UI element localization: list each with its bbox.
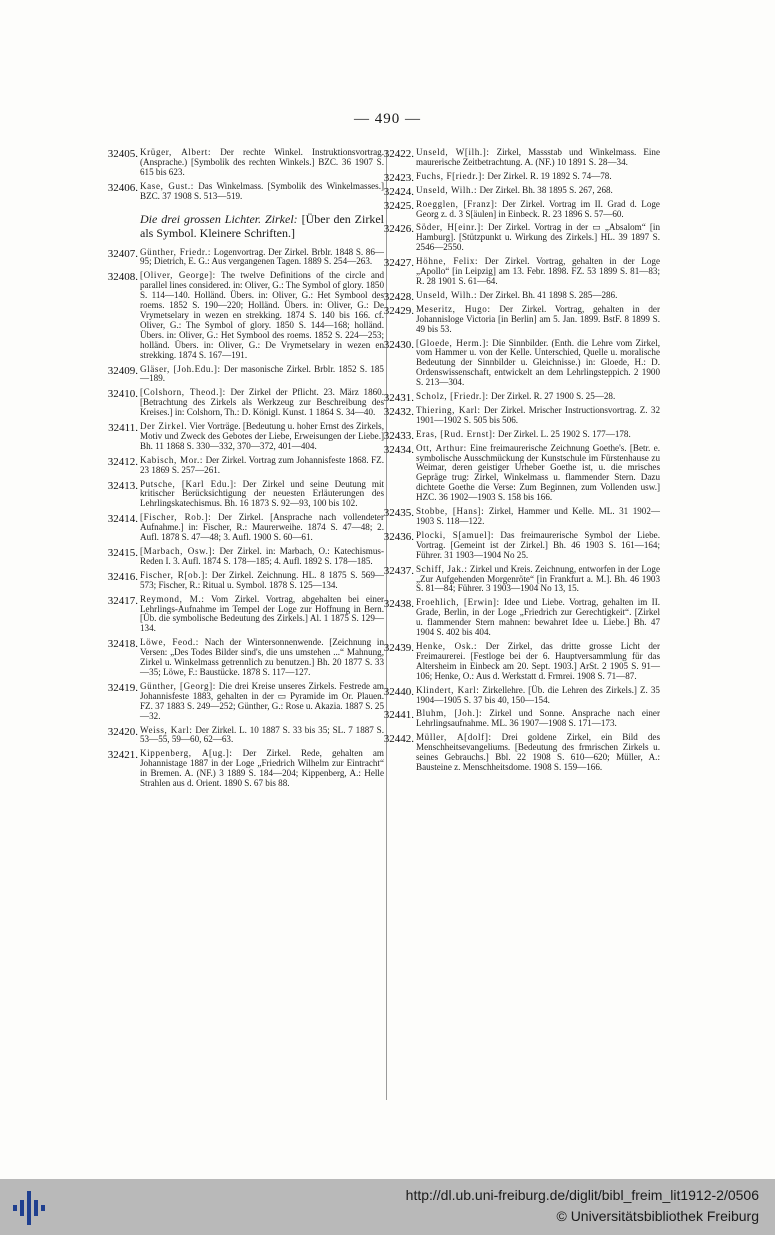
bibliography-entry — [383, 684, 660, 706]
entry-text: Der rechte Winkel. Instruktionsvortrag. (Ansprache.) [Symbolik des rechten Winkels.] BZC. 36 1907 S. 615 bis 623. — [140, 147, 385, 177]
entry-number: 32431. — [383, 392, 414, 405]
entry-text: Idee und Liebe. Vortrag, gehalten im II. Grade, Berlin, in der Loge „Friedrich zur Gerechtigkeit“. [Zirkel u. flammender Stern mahnen: bewahret Idee u. Liebe.] Bh. 47 1904 S. 402 bis 404. — [416, 597, 660, 638]
entry-text: Der Zirkel, das dritte grosse Licht der Freimaurerei. [Festloge bei der 6. Hauptversammlung für das Altersheim in Einbeck am 20. Sept. 1903.] ArSt. 2 1905 S. 91—106; Henke, O.: Aus d. Werkstatt d. Frmrei. 1908 S. 71—87. — [416, 640, 660, 681]
entry-text: Zirkel und Kreis. Zeichnung, entworfen in der Loge „Zur Aufgehenden Morgenröte“ [in Frankfurt a. M.]. Bh. 46 1903 S. 81—84; Führer. 3 1903—1904 No 13, 15. — [416, 563, 661, 594]
entry-text: Die drei Kreise unseres Zirkels. Festrede am Johannisfeste 1883, gehalten in der ▭ Pyramide im Or. Plauen. FZ. 37 1883 S. 249—252; Günther, G.: Rose u. Akazia. 1887 S. 25—32. — [140, 680, 384, 721]
bibliography-entry — [107, 512, 384, 543]
entry-author: Weiss, Karl: — [140, 724, 193, 735]
entry-number: 32425. — [383, 199, 414, 212]
bibliography-entry — [107, 147, 385, 178]
entry-number: 32422. — [383, 148, 414, 160]
bibliography-entry — [107, 637, 384, 678]
entry-author: Müller, A[dolf]: — [416, 732, 492, 743]
entry-author: Krüger, Albert: — [140, 147, 212, 157]
entry-author: Henke, Osk.: — [416, 640, 478, 651]
entry-text: Eine freimaurerische Zeichnung Goethe's. [Betr. e. symbolische Ausschmückung der Kunstschule im Fürstenhause zu Weimar, deren geistiger Urheber Goethe ist, u. die mrisches Gepräge trug: Zirkel, Winkelmass u. flammender Stern. Dazu dichtete Goethe die Verse: Zum Beginnen, zum Vollenden usw.] HZC. 36 1902—1903 S. 158 bis 166. — [416, 442, 661, 503]
entry-text: Der Zirkel. Rede, gehalten am Johannistage 1887 in der Loge „Friedrich Wilhelm zur Eintracht“ in Bremen. A. (NF.) 3 1889 S. 184—204; Kippenberg, A.: Helle Strahlen aus d. Orient. 1890 S. 67 bis 88. — [140, 748, 384, 789]
bibliography-entry — [383, 708, 660, 729]
bibliography-entry — [107, 246, 384, 268]
entry-number: 32439. — [383, 641, 414, 654]
right-column — [383, 147, 661, 777]
section-heading-text: [Über den Zirkel als Symbol. Kleinere Schriften.] — [140, 211, 384, 240]
entry-number: 32435. — [383, 507, 414, 520]
entry-author: Stobbe, [Hans]: — [416, 506, 485, 517]
bibliography-entry — [107, 569, 384, 591]
viewer-footer — [0, 1179, 775, 1235]
entry-author: Kabisch, Mor.: — [140, 454, 203, 465]
entry-number: 32427. — [383, 257, 414, 270]
bibliography-entry — [383, 404, 660, 426]
entry-author: Scholz, [Friedr.]: — [416, 391, 489, 402]
entry-author: Thiering, Karl: — [416, 404, 481, 415]
bibliography-entry — [107, 748, 384, 789]
entry-text: Der Zirkel. [Ansprache nach vollendeter Aufnahme.] in: Fischer, R.: Maurerweihe. 1874 S. 47—48; 2. Aufl. 1878 S. 47—48; 3. Aufl. 1900 S. 60—61. — [140, 512, 384, 543]
entry-author: Plocki, S[amuel]: — [416, 529, 494, 540]
bibliography-entry — [383, 529, 660, 561]
entry-text: Der Zirkel. Zeichnung. HL. 8 1875 S. 569—573; Fischer, R.: Ritual u. Symbol. 1878 S. 125—134. — [140, 569, 384, 590]
entry-text: Zirkel und Sonne. Ansprache nach einer Lehrlingsaufnahme. ML. 36 1907—1908 S. 171—173. — [416, 708, 660, 729]
bibliography-entry — [383, 303, 660, 335]
entry-author: Fischer, R[ob.]: — [140, 569, 208, 580]
entry-author: [Fischer, Rob.]: — [140, 512, 212, 523]
entry-author: [Colshorn, Theod.]: — [140, 387, 226, 398]
bibliography-entry — [107, 724, 384, 746]
entry-author: Günther, Friedr.: — [140, 246, 212, 257]
entry-text: Der masonische Zirkel. Brblr. 1852 S. 185—189. — [140, 363, 384, 384]
bibliography-entry — [383, 337, 660, 389]
entry-number: 32430. — [383, 338, 414, 351]
entry-number: 32410. — [107, 388, 138, 401]
entry-number: 32428. — [383, 290, 414, 303]
bibliography-entry — [383, 506, 660, 527]
entry-text: Der Zirkel. R. 19 1892 S. 74—78. — [487, 170, 612, 181]
entry-text: Zirkellehre. [Üb. die Lehren des Zirkels.] Z. 35 1904—1905 S. 37 bis 40, 150—154. — [416, 684, 660, 705]
entry-text: Nach der Wintersonnenwende. [Zeichnung in Versen: „Des Todes Bilder sind's, die uns umstehen ...“ Mahnung, Zirkel u. Winkelmass getrennlich zu benutzen.] Bh. 20 1877 S. 33—35; Löwe, F.: Baustücke. 1878 S. 117—127. — [140, 637, 384, 677]
entry-author: Unseld, Wilh.: — [416, 289, 478, 300]
entry-text: Der Zirkel. L. 10 1887 S. 33 bis 35; SL. 7 1887 S. 53—55, 59—60, 62—63. — [140, 724, 384, 745]
bibliography-entry — [383, 170, 660, 184]
entry-author: Söder, H[einr.]: — [416, 222, 484, 233]
entry-number: 32416. — [107, 570, 138, 583]
entry-author: Froehlich, [Erwin]: — [416, 597, 500, 608]
bibliography-entry — [107, 270, 384, 360]
entry-author: Eras, [Rud. Ernst]: — [416, 428, 496, 439]
entry-author: Gläser, [Joh.Edu.]: — [140, 363, 221, 374]
entry-number: 32415. — [107, 547, 138, 559]
entry-author: Ott, Arthur: — [416, 442, 467, 453]
entry-number: 32437. — [383, 564, 414, 577]
entry-text: Das Winkelmass. [Symbolik des Winkelmasses.] BZC. 37 1908 S. 513—519. — [140, 180, 384, 201]
entry-author: [Gloede, Herm.]: — [416, 337, 489, 348]
entry-author: Fuchs, F[riedr.]: — [416, 170, 486, 181]
bibliography-entry — [383, 147, 660, 168]
entry-text: Der Zirkel. Vortrag, gehalten in der Loge „Apollo“ [in Leipzig] am 13. Febr. 1898. FZ. 53 1899 S. 81—83; R. 28 1901 S. 61—64. — [416, 256, 660, 286]
entry-text: Die Sinnbilder. (Enth. die Lehre vom Zirkel, vom Hammer u. von der Kelle. Unterschied, Quelle u. moralische Bedeutung der Sinnbilder u. Gleichnisse.) in: Gloede, H.: D. Ordenswissenschaft, entwickelt an dem Lehrlingsteppich. 2 1900 S. 213—304. — [416, 337, 660, 388]
entry-text: Logenvortrag. Der Zirkel. Brblr. 1848 S. 86—95; Dietrich, E. G.: Aus vergangenen Tagen. 1889 S. 254—263. — [140, 246, 384, 267]
entry-text: Zirkel, Hammer und Kelle. ML. 31 1902—1903 S. 118—122. — [416, 506, 660, 526]
entry-text: Drei goldene Zirkel, ein Bild des Menschheitsevangeliums. [Bedeutung des frmrischen Zirkels u. seines Gebrauchs.] Bbl. 22 1908 S. 610—620; Müller, A.: Bausteine z. Menschheitsdome. 1908 S. 159—166. — [416, 732, 660, 772]
bibliography-entry — [107, 180, 384, 202]
entry-number: 32433. — [383, 429, 414, 442]
entry-number: 32420. — [107, 725, 138, 738]
bibliography-entry — [383, 428, 660, 442]
entry-number: 32442. — [383, 733, 414, 746]
entry-number: 32441. — [383, 709, 414, 722]
entry-text: Der Zirkel. Bh. 38 1895 S. 267, 268. — [479, 184, 613, 195]
entry-author: Höhne, Felix: — [416, 256, 479, 267]
entry-author: Unseld, Wilh.: — [416, 184, 478, 195]
entry-number: 32417. — [107, 594, 138, 607]
entry-author: [Oliver, George]: — [140, 270, 216, 281]
entry-text: Der Zirkel und seine Deutung mit kritischer Berücksichtigung der neuesten Erläuterungen des Lehrlingskatechismus. Bh. 16 1873 S. 92—93, 100 bis 102. — [140, 478, 384, 509]
entry-number: 32408. — [107, 271, 138, 284]
entry-text: Der Zirkel. R. 27 1900 S. 25—28. — [490, 391, 616, 402]
entry-author: Unseld, W[ilh.]: — [416, 147, 490, 157]
entry-author: Reymond, M.: — [140, 593, 205, 604]
entry-text: The twelve Definitions of the circle and parallel lines considered. in: Oliver, G.: The Symbol of glory. 1850 S. 114—140. Holländ. Übers. in: Oliver, G.: Het Symbool des roems. 1852 S. 190—220; Holländ. Übers. in: Oliver, G.: De Vrymetselary in wezen en strekking. 1874 S. 140 bis 166. cf. Oliver, G.: The Symbol of glory. 1850 S. 144—168; holländ. Übers. in: Oliver, G.: Het Symbool des roems. 1852 S. 224—253; holländ. Übers. in: Oliver, G.: De Vrymetselary in wezen en strekking. 1874 S. 167—191. — [140, 270, 384, 360]
entry-author: Der Zirkel. — [140, 421, 188, 432]
entry-author: Meseritz, Hugo: — [416, 303, 491, 314]
entry-text: Das freimaurerische Symbol der Liebe. Vortrag. [Gemeint ist der Zirkel.] Bh. 46 1903 S. 161—164; Führer. 31 1903—1904 No 25. — [416, 529, 660, 560]
entry-text: Der Zirkel. Vortrag in der ▭ „Absalom“ [in Hamburg]. [Stützpunkt u. Wirkung des Zirkels.] HL. 39 1897 S. 2546—2550. — [416, 222, 660, 253]
entry-author: Günther, [Georg]: — [140, 680, 216, 691]
entry-number: 32414. — [107, 513, 138, 526]
page-number: — 490 — — [354, 111, 421, 127]
entry-number: 32426. — [383, 223, 414, 236]
entry-author: Bluhm, [Joh.]: — [416, 708, 483, 719]
bibliography-entry — [107, 363, 384, 385]
bibliography-entry — [383, 640, 660, 682]
entry-text: Der Zirkel. in: Marbach, O.: Katechismus-Reden I. 3. Aufl. 1874 S. 178—185; 4. Aufl. 1892 S. 178—185. — [140, 546, 384, 566]
entry-text: Der Zirkel der Pflicht. 23. März 1860. [Betrachtung des Zirkels als Werkzeug zur Beschreibung des Kreises.] in: Colshorn, Th.: D. Königl. Kunst. 1 1864 S. 34—40. — [140, 387, 385, 418]
entry-number: 32409. — [107, 364, 138, 377]
entry-number: 32438. — [383, 598, 414, 611]
bibliography-entry — [383, 289, 660, 303]
bibliography-entry — [107, 387, 385, 418]
bibliography-entry — [383, 563, 661, 595]
entry-text: Zirkel, Massstab und Winkelmass. Eine maurerische Zeitbetrachtung. A. (NF.) 10 1891 S. 28—34. — [416, 147, 660, 167]
entry-number: 32407. — [107, 247, 138, 260]
entry-number: 32429. — [383, 304, 414, 317]
entry-text: Der Zirkel. Mrischer Instructionsvortrag. Z. 32 1901—1902 S. 505 bis 506. — [416, 404, 660, 425]
entry-author: [Marbach, Osw.]: — [140, 546, 216, 556]
entry-number: 32418. — [107, 638, 138, 651]
permalink-url[interactable]: http://dl.ub.uni-freiburg.de/diglit/bibl_freim_lit1912-2/0506 — [405, 1187, 759, 1203]
ub-freiburg-logo-icon[interactable] — [12, 1191, 46, 1225]
entry-text: Der Zirkel. Bh. 41 1898 S. 285—286. — [479, 289, 618, 300]
entry-author: Kase, Gust.: — [140, 180, 194, 191]
entry-number: 32436. — [383, 530, 414, 543]
bibliography-entry — [107, 546, 384, 567]
entry-text: Vom Zirkel. Vortrag, abgehalten bei einer Lehrlings-Aufnahme im Tempel der Loge zur Hoffnung in Bern. [Üb. die symbolische Bedeutung des Zirkels.] Al. 1 1875 S. 129—134. — [140, 593, 385, 634]
bibliography-entry — [107, 478, 384, 510]
bibliography-entry — [107, 454, 384, 476]
entry-text: Der Zirkel. Vortrag zum Johannisfeste 1868. FZ. 23 1869 S. 257—261. — [140, 454, 384, 475]
entry-author: Klindert, Karl: — [416, 684, 480, 695]
bibliography-entry — [383, 442, 661, 503]
entry-text: Der Zirkel. Vortrag, gehalten in der Johannisloge Victoria [in Berlin] am 5. Jan. 1899. BstF. 8 1899 S. 49 bis 53. — [416, 303, 660, 334]
entry-number: 32421. — [107, 749, 138, 762]
copyright-notice: © Universitätsbibliothek Freiburg — [556, 1208, 759, 1224]
bibliography-entry — [383, 222, 660, 253]
entry-number: 32406. — [107, 181, 138, 194]
entry-number: 32423. — [383, 171, 414, 184]
section-heading — [114, 212, 384, 240]
entry-number: 32424. — [383, 185, 414, 198]
entry-author: Schiff, Jak.: — [416, 563, 468, 574]
entry-number: 32440. — [383, 685, 414, 698]
section-heading-italic: Die drei grossen Lichter. Zirkel: — [140, 211, 298, 226]
entry-number: 32412. — [107, 455, 138, 468]
entry-text: Der Zirkel. Vortrag im II. Grad d. Loge Georg z. d. 3 S[äulen] in Einbeck. R. 23 1896 S. 57—60. — [416, 198, 660, 219]
entry-text: Vier Vorträge. [Bedeutung u. hoher Ernst des Zirkels, Motiv und Zweck des Gebotes der Liebe, Erweisungen der Liebe.] Bh. 11 1868 S. 330—332, 370—372, 401—404. — [140, 421, 384, 451]
bibliography-entry — [107, 680, 384, 722]
bibliography-entry — [108, 421, 384, 452]
entry-number: 32434. — [383, 443, 414, 456]
bibliography-entry — [383, 732, 660, 773]
bibliography-entry — [383, 184, 660, 198]
bibliography-entry — [383, 391, 660, 405]
entry-author: Löwe, Feod.: — [140, 637, 199, 648]
bibliography-entry — [383, 256, 660, 287]
entry-author: Kippenberg, A[ug.]: — [140, 748, 233, 759]
entry-number: 32411. — [108, 422, 138, 435]
entry-number: 32419. — [107, 681, 138, 694]
entry-text: Der Zirkel. L. 25 1902 S. 177—178. — [497, 428, 631, 439]
left-column — [107, 147, 385, 793]
bibliography-entry — [383, 198, 660, 220]
entry-number: 32405. — [107, 148, 138, 160]
entry-author: Roegglen, [Franz]: — [416, 198, 498, 209]
bibliography-entry — [107, 593, 385, 635]
entry-number: 32413. — [107, 479, 138, 492]
entry-number: 32432. — [383, 405, 414, 418]
bibliography-entry — [383, 597, 660, 638]
entry-author: Putsche, [Karl Edu.]: — [140, 478, 237, 489]
